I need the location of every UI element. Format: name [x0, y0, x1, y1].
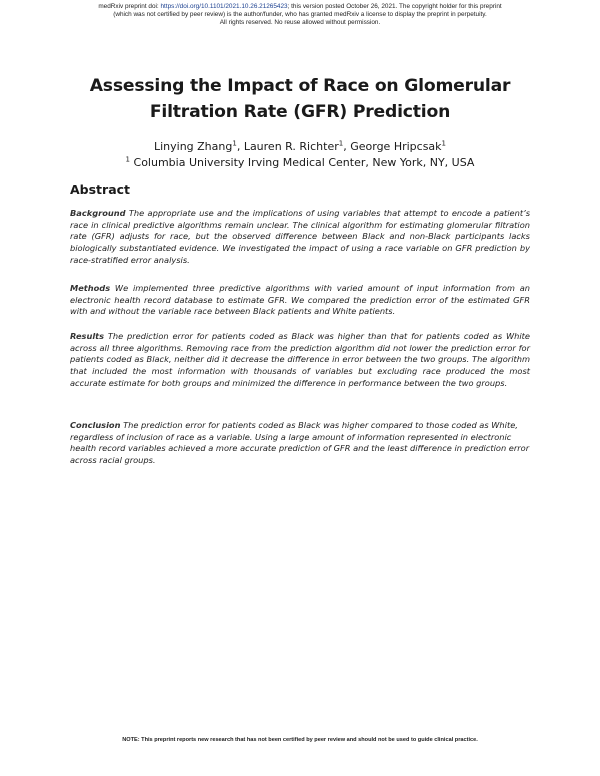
- paper-title: [60, 73, 540, 125]
- affiliation-mark: 1: [338, 139, 344, 148]
- preprint-footer-note: NOTE: This preprint reports new research that has not been certified by peer review and should not be used to guide clinical practice.: [122, 737, 478, 743]
- conclusion-label: Conclusion: [70, 420, 121, 430]
- abstract-results: [70, 331, 530, 390]
- preprint-header-line3: All rights reserved. No reuse allowed without permission.: [219, 19, 381, 26]
- author-separator: ,: [236, 140, 244, 153]
- background-label: Background: [70, 208, 126, 218]
- author-name: George Hripcsak: [350, 140, 442, 153]
- results-text: The prediction error for patients coded as Black was higher than that for patients coded as White across all three algorithms. Removing race from the prediction algorithm did not lower the prediction error for patients coded as Black, neither did it decrease the difference in error between the two groups. The algorithm that included the most information with thousands of variables but excluding race produced the most accurate estimate for both groups and minimized the difference in performance between the two groups.: [70, 331, 530, 388]
- preprint-header: [18, 3, 582, 27]
- preprint-header-line1: [18, 3, 582, 11]
- author-name: Linying Zhang: [153, 140, 233, 153]
- conclusion-text: The prediction error for patients coded as Black was higher compared to those coded as White, regardless of inclusion of race as a variable. Using a large amount of information represented in electronic health record variables achieved a more accurate prediction of GFR and the least difference in prediction error across racial groups.: [70, 420, 530, 466]
- affiliation-mark: 1: [441, 139, 447, 148]
- background-text: The appropriate use and the implications of using variables that attempt to encode a patient’s race in clinical predictive algorithms remain unclear. The clinical algorithm for estimating glomerular filtration rate (GFR) adjusts for race, but the observed difference between Black and non-Black participants lacks biologically substantiated evidence. We investigated the impact of using a race variable on GFR prediction by race-stratified error analysis.: [70, 208, 530, 265]
- preprint-doi-prefix: medRxiv preprint doi:: [98, 3, 161, 10]
- author-name: Lauren R. Richter: [243, 140, 339, 153]
- preprint-posted-note: ; this version posted October 26, 2021. The copyright holder for this preprint: [287, 3, 502, 10]
- paper-title-line1: Assessing the Impact of Race on Glomerular: [89, 76, 511, 96]
- author-separator: ,: [343, 140, 351, 153]
- affiliation-mark: 1: [125, 155, 131, 164]
- methods-label: Methods: [70, 283, 111, 293]
- paper-title-line2: Filtration Rate (GFR) Prediction: [149, 102, 451, 122]
- preprint-header-line2: (which was not certified by peer review) is the author/funder, who has granted medRxiv a license to display the preprint in perpetuity.: [113, 11, 487, 18]
- abstract-methods: [70, 283, 530, 318]
- abstract-background: [70, 208, 530, 267]
- results-label: Results: [70, 331, 105, 341]
- author-list: [60, 139, 540, 155]
- methods-text: We implemented three predictive algorithms with varied amount of input information from an electronic health record database to estimate GFR. We compared the prediction error of the estimated GFR with and without the variable race between Black patients and White patients.: [70, 283, 530, 317]
- doi-link[interactable]: https://doi.org/10.1101/2021.10.26.21265423: [160, 3, 288, 10]
- abstract-conclusion: [70, 420, 530, 467]
- affiliation: [60, 155, 540, 171]
- affiliation-mark: 1: [232, 139, 237, 148]
- abstract-heading: Abstract: [70, 182, 131, 197]
- affiliation-text: Columbia University Irving Medical Center, New York, NY, USA: [130, 156, 475, 169]
